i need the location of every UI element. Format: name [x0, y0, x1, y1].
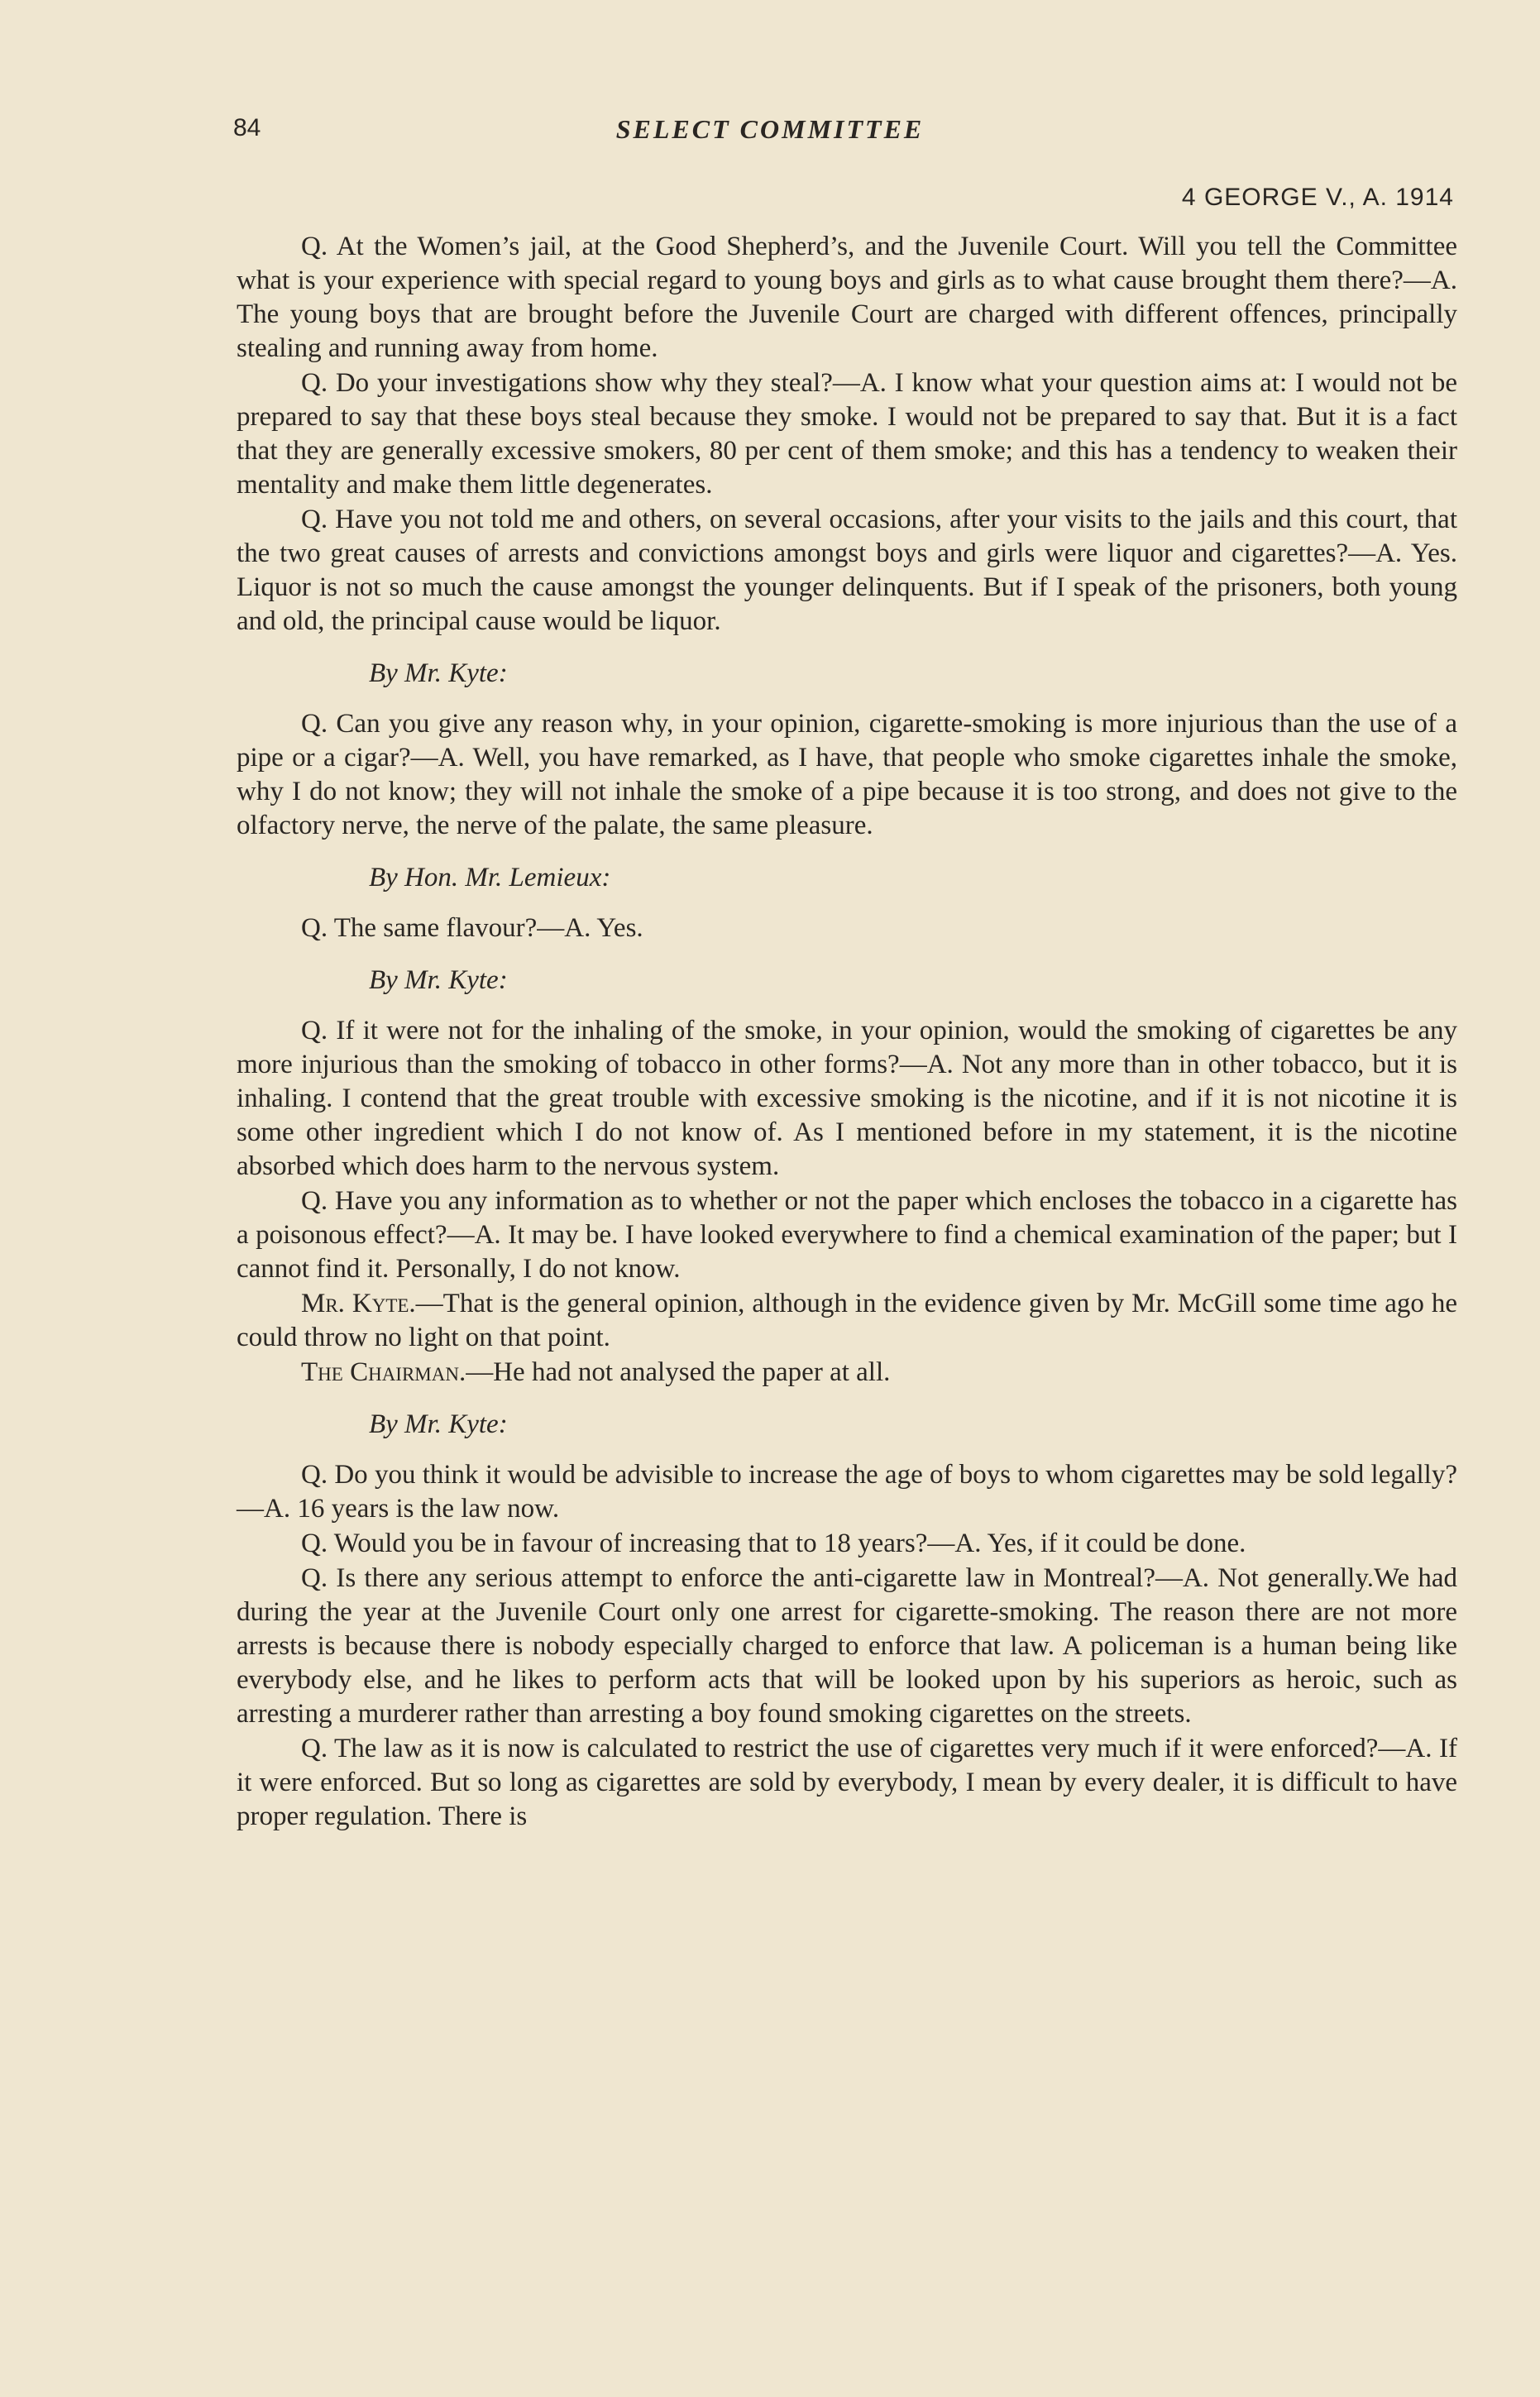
statement-text: —He had not analysed the paper at all.: [466, 1357, 891, 1387]
question-paragraph: Q. Do you think it would be advisible to increase the age of boys to whom cigarettes may be sold legally?—A. 16 years is the law now.: [237, 1460, 1457, 1524]
examiner-byline: By Mr. Kyte:: [369, 965, 508, 995]
question-paragraph: Q. At the Women’s jail, at the Good Shepherd’s, and the Juvenile Court. Will you tell the Committee what is your experience with special regard to young boys and girls as to what cause brought them there?—A. The young boys that are brought before the Juvenile Court are charged with different offences, principally stealing and running away from home.: [237, 232, 1457, 363]
statement-paragraph: [237, 1356, 1457, 1390]
question-paragraph: Q. Would you be in favour of increasing that to 18 years?—A. Yes, if it could be done.: [301, 1529, 1246, 1558]
session-reference: 4 GEORGE V., A. 1914: [1181, 184, 1454, 211]
question-paragraph: Q. If it were not for the inhaling of the smoke, in your opinion, would the smoking of cigarettes be any more injurious than the smoking of tobacco in other forms?—A. Not any more than in other tobacco, but it is inhaling. I contend that the great trouble with excessive smoking is the nicotine, and if it is not nicotine it is some other ingredient which I do not know of. As I mentioned before in my statement, it is the nicotine absorbed which does harm to the nervous system.: [237, 1016, 1457, 1181]
question-paragraph: Q. Do your investigations show why they steal?—A. I know what your question aims at: I would not be prepared to say that these boys steal because they smoke. I would not be prepared to say that. But it is a fact that they are generally excessive smokers, 80 per cent of them smoke; and this has a tendency to weaken their mentality and make them little degenerates.: [237, 368, 1457, 500]
speaker-name: The Chairman.: [301, 1357, 466, 1387]
question-paragraph: Q. Is there any serious attempt to enforce the anti-cigarette law in Montreal?—A. Not generally.We had during the year at the Juvenile Court only one arrest for cigarette-smoking. The reason there are not more arrests is because there is nobody especially charged to enforce that law. A policeman is a human being like everybody else, and he likes to perform acts that will be looked upon by his superiors as heroic, such as arresting a murderer rather than arresting a boy found smoking cigarettes on the streets.: [237, 1563, 1457, 1729]
running-title: SELECT COMMITTEE: [615, 114, 925, 144]
page-number: 84: [233, 114, 261, 141]
speaker-name: Mr. Kyte.: [301, 1289, 416, 1318]
statement-paragraph: [237, 1287, 1457, 1355]
examiner-byline: By Hon. Mr. Lemieux:: [369, 863, 611, 892]
question-paragraph: Q. Can you give any reason why, in your opinion, cigarette-smoking is more injurious than the use of a pipe or a cigar?—A. Well, you have remarked, as I have, that people who smoke cigarettes inhale the smoke, why I do not know; they will not inhale the smoke of a pipe because it is too strong, and does not give to the olfactory nerve, the nerve of the palate, the same pleasure.: [237, 709, 1457, 840]
examiner-byline: By Mr. Kyte:: [369, 658, 508, 688]
question-paragraph: Q. Have you not told me and others, on several occasions, after your visits to the jails and this court, that the two great causes of arrests and convictions amongst boys and girls were liquor and cigarettes?—A. Yes. Liquor is not so much the cause amongst the younger delinquents. But if I speak of the prisoners, both young and old, the principal cause would be liquor.: [237, 505, 1457, 636]
question-paragraph: Q. The same flavour?—A. Yes.: [301, 913, 643, 943]
document-body: [237, 230, 1457, 1835]
statement-text: —That is the general opinion, although in the evidence given by Mr. McGill some time ago he could throw no light on that point.: [237, 1289, 1457, 1352]
examiner-byline: By Mr. Kyte:: [369, 1409, 508, 1439]
question-paragraph: Q. The law as it is now is calculated to restrict the use of cigarettes very much if it were enforced?—A. If it were enforced. But so long as cigarettes are sold by everybody, I mean by every dealer, it is difficult to have proper regulation. There is: [237, 1734, 1457, 1831]
question-paragraph: Q. Have you any information as to whether or not the paper which encloses the tobacco in a cigarette has a poisonous effect?—A. It may be. I have looked everywhere to find a chemical examination of the paper; but I cannot find it. Personally, I do not know.: [237, 1186, 1457, 1284]
